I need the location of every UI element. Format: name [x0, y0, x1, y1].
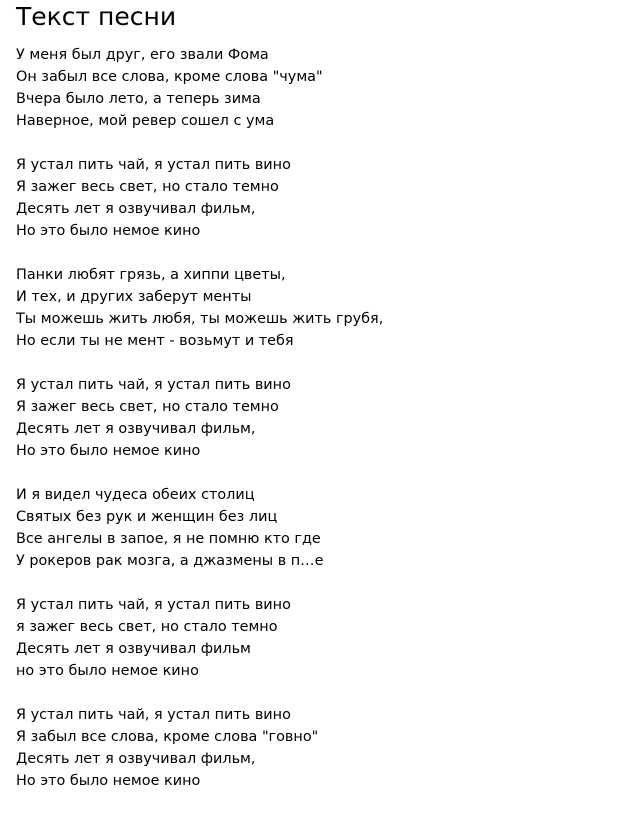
lyrics-line: Но это было немое кино	[16, 223, 201, 239]
lyrics-line: Но это было немое кино	[16, 773, 201, 789]
lyrics-stanza	[16, 44, 626, 132]
lyrics-line: Но если ты не мент - возьмут и тебя	[16, 333, 294, 349]
lyrics-line: Наверное, мой ревер сошел с ума	[16, 113, 275, 129]
lyrics-line: Ты можешь жить любя, ты можешь жить грубя,	[16, 311, 384, 327]
lyrics-line: Десять лет я озвучивал фильм	[16, 641, 251, 657]
lyrics-page	[16, 0, 626, 814]
lyrics-line: Я устал пить чай, я устал пить вино	[16, 157, 291, 173]
lyrics-line: Я устал пить чай, я устал пить вино	[16, 597, 291, 613]
lyrics-line: Вчера было лето, а теперь зима	[16, 91, 261, 107]
lyrics-line: Все ангелы в запое, я не помню кто где	[16, 531, 321, 547]
lyrics-line: я зажег весь свет, но стало темно	[16, 619, 278, 635]
lyrics-line: Святых без рук и женщин без лиц	[16, 509, 278, 525]
lyrics-stanza	[16, 154, 626, 242]
lyrics-line: Но это было немое кино	[16, 443, 201, 459]
lyrics-line: Десять лет я озвучивал фильм,	[16, 201, 256, 217]
lyrics-line: Десять лет я озвучивал фильм,	[16, 421, 256, 437]
lyrics-line: Он забыл все слова, кроме слова "чума"	[16, 69, 323, 85]
lyrics-stanza	[16, 704, 626, 792]
lyrics-line: И я видел чудеса обеих столиц	[16, 487, 255, 503]
lyrics-line: Я зажег весь свет, но стало темно	[16, 179, 279, 195]
lyrics-line: У рокеров рак мозга, а джазмены в п…е	[16, 553, 324, 569]
lyrics-line: Я устал пить чай, я устал пить вино	[16, 707, 291, 723]
lyrics-line: Десять лет я озвучивал фильм,	[16, 751, 256, 767]
lyrics-body	[16, 44, 626, 792]
lyrics-line: Панки любят грязь, а хиппи цветы,	[16, 267, 286, 283]
lyrics-line: Я зажег весь свет, но стало темно	[16, 399, 279, 415]
lyrics-stanza	[16, 264, 626, 352]
lyrics-line: но это было немое кино	[16, 663, 199, 679]
lyrics-stanza	[16, 594, 626, 682]
lyrics-line: Я забыл все слова, кроме слова "говно"	[16, 729, 319, 745]
lyrics-stanza	[16, 484, 626, 572]
lyrics-line: У меня был друг, его звали Фома	[16, 47, 269, 63]
lyrics-line: Я устал пить чай, я устал пить вино	[16, 377, 291, 393]
page-title: Текст песни	[16, 2, 177, 31]
lyrics-line: И тех, и других заберут менты	[16, 289, 252, 305]
lyrics-stanza	[16, 374, 626, 462]
